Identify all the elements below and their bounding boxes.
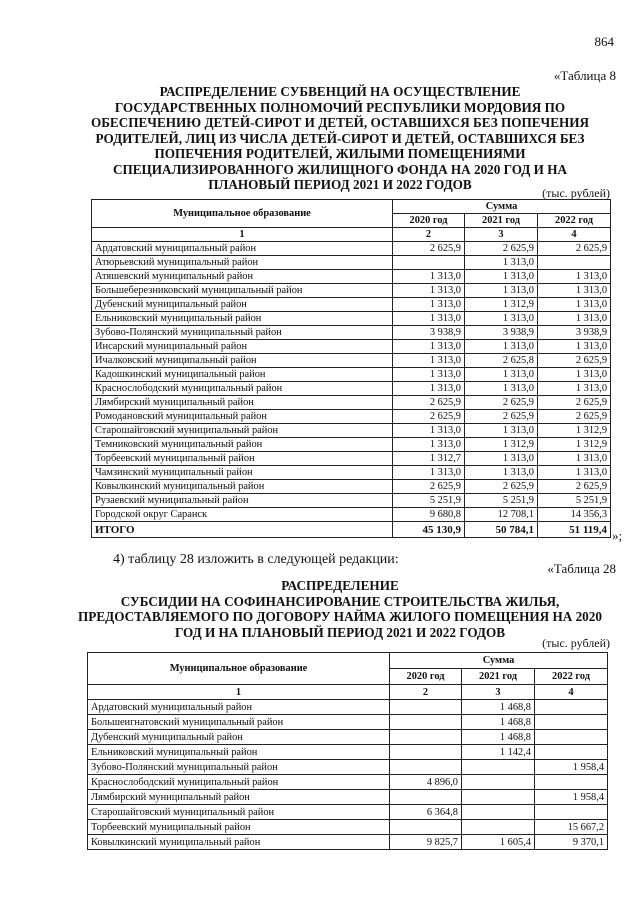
title-line: ПРЕДОСТАВЛЯЕМОГО ПО ДОГОВОРУ НАЙМА ЖИЛОГО ПОМЕЩЕНИЯ НА 2020 <box>78 609 602 624</box>
value-2022-cell: 2 625,9 <box>538 396 611 410</box>
municipality-cell: Инсарский муниципальный район <box>92 340 393 354</box>
value-2020-cell: 1 312,7 <box>393 452 465 466</box>
value-2021-cell: 1 313,0 <box>465 284 538 298</box>
table-row <box>88 730 608 745</box>
total-2021: 50 784,1 <box>465 522 538 538</box>
value-2022-cell <box>535 775 608 790</box>
municipality-cell: Зубово-Полянский муниципальный район <box>88 760 390 775</box>
value-2020-cell <box>393 256 465 270</box>
municipality-cell: Ковылкинский муниципальный район <box>92 480 393 494</box>
header-2021: 2021 год <box>465 214 538 228</box>
value-2022-cell: 1 313,0 <box>538 452 611 466</box>
municipality-cell: Дубенский муниципальный район <box>88 730 390 745</box>
table-row <box>88 700 608 715</box>
value-2021-cell: 2 625,9 <box>465 242 538 256</box>
column-index: 3 <box>465 228 538 242</box>
total-2022: 51 119,4 <box>538 522 611 538</box>
value-2022-cell: 1 313,0 <box>538 298 611 312</box>
municipality-cell: Большеберезниковский муниципальный район <box>92 284 393 298</box>
municipality-cell: Кадошкинский муниципальный район <box>92 368 393 382</box>
municipality-cell: Ельниковский муниципальный район <box>92 312 393 326</box>
table-row <box>92 466 611 480</box>
value-2021-cell: 1 313,0 <box>465 452 538 466</box>
value-2022-cell: 2 625,9 <box>538 354 611 368</box>
closing-quote: »; <box>612 528 623 543</box>
value-2020-cell: 1 313,0 <box>393 368 465 382</box>
header-municipality: Муниципальное образование <box>92 200 393 228</box>
title-line: ГОД И НА ПЛАНОВЫЙ ПЕРИОД 2021 И 2022 ГОДОВ <box>174 624 506 640</box>
table-row <box>88 745 608 760</box>
municipality-cell: Атяшевский муниципальный район <box>92 270 393 284</box>
value-2020-cell: 2 625,9 <box>393 480 465 494</box>
page-number: 864 <box>594 34 614 49</box>
column-index: 2 <box>393 228 465 242</box>
total-label: ИТОГО <box>92 522 393 538</box>
column-index-row <box>88 685 608 700</box>
municipality-cell: Торбеевский муниципальный район <box>92 452 393 466</box>
value-2020-cell: 1 313,0 <box>393 354 465 368</box>
table-row <box>88 790 608 805</box>
value-2020-cell: 4 896,0 <box>390 775 462 790</box>
header-2020: 2020 год <box>390 669 462 685</box>
municipality-cell: Краснослободский муниципальный район <box>88 775 390 790</box>
table-row <box>92 410 611 424</box>
column-index: 4 <box>535 685 608 700</box>
value-2022-cell: 2 625,9 <box>538 410 611 424</box>
value-2021-cell: 1 313,0 <box>465 466 538 480</box>
header-municipality: Муниципальное образование <box>88 653 390 685</box>
value-2021-cell: 1 468,8 <box>462 715 535 730</box>
value-2021-cell: 1 313,0 <box>465 424 538 438</box>
value-2022-cell: 9 370,1 <box>535 835 608 850</box>
value-2021-cell: 3 938,9 <box>465 326 538 340</box>
municipality-cell: Дубенский муниципальный район <box>92 298 393 312</box>
value-2020-cell <box>390 730 462 745</box>
value-2020-cell <box>390 790 462 805</box>
table-row <box>92 326 611 340</box>
table-row <box>92 340 611 354</box>
header-2021: 2021 год <box>462 669 535 685</box>
table-row <box>92 270 611 284</box>
municipality-cell: Большеигнатовский муниципальный район <box>88 715 390 730</box>
table-8-title <box>60 84 620 193</box>
value-2022-cell <box>535 730 608 745</box>
column-index: 1 <box>92 228 393 242</box>
value-2020-cell: 9 680,8 <box>393 508 465 522</box>
value-2022-cell: 3 938,9 <box>538 326 611 340</box>
table-row <box>92 480 611 494</box>
value-2022-cell: 1 958,4 <box>535 790 608 805</box>
municipality-cell: Городской округ Саранск <box>92 508 393 522</box>
table-28-units: (тыс. рублей) <box>542 636 610 650</box>
municipality-cell: Краснослободский муниципальный район <box>92 382 393 396</box>
municipality-cell: Торбеевский муниципальный район <box>88 820 390 835</box>
value-2021-cell: 2 625,9 <box>465 480 538 494</box>
value-2020-cell: 2 625,9 <box>393 242 465 256</box>
value-2021-cell <box>462 775 535 790</box>
municipality-cell: Рузаевский муниципальный район <box>92 494 393 508</box>
value-2020-cell: 1 313,0 <box>393 466 465 480</box>
value-2021-cell: 1 313,0 <box>465 382 538 396</box>
table-row <box>92 256 611 270</box>
table-8 <box>91 199 611 538</box>
value-2020-cell: 1 313,0 <box>393 382 465 396</box>
value-2020-cell: 1 313,0 <box>393 298 465 312</box>
header-sum: Сумма <box>393 200 611 214</box>
value-2021-cell: 2 625,9 <box>465 396 538 410</box>
value-2022-cell <box>535 805 608 820</box>
column-index-row <box>92 228 611 242</box>
municipality-cell: Зубово-Полянский муниципальный район <box>92 326 393 340</box>
municipality-cell: Ардатовский муниципальный район <box>88 700 390 715</box>
title-line: СУБСИДИИ НА СОФИНАНСИРОВАНИЕ СТРОИТЕЛЬСТВА ЖИЛЬЯ, <box>120 593 560 609</box>
municipality-cell: Ардатовский муниципальный район <box>92 242 393 256</box>
value-2021-cell: 1 313,0 <box>465 270 538 284</box>
table-row <box>92 242 611 256</box>
value-2022-cell: 2 625,9 <box>538 242 611 256</box>
title-line: ПОПЕЧЕНИЯ РОДИТЕЛЕЙ, ЖИЛЫМИ ПОМЕЩЕНИЯМИ <box>154 146 526 161</box>
header-sum: Сумма <box>390 653 608 669</box>
value-2021-cell: 2 625,9 <box>465 410 538 424</box>
value-2021-cell: 1 142,4 <box>462 745 535 760</box>
value-2022-cell: 1 958,4 <box>535 760 608 775</box>
table-row <box>88 805 608 820</box>
value-2022-cell: 1 312,9 <box>538 438 611 452</box>
table-row <box>88 715 608 730</box>
column-index: 4 <box>538 228 611 242</box>
table-28-title <box>60 578 620 640</box>
value-2022-cell: 14 356,3 <box>538 508 611 522</box>
value-2022-cell: 15 667,2 <box>535 820 608 835</box>
table-8-units: (тыс. рублей) <box>542 186 610 200</box>
value-2020-cell: 3 938,9 <box>393 326 465 340</box>
value-2021-cell: 12 708,1 <box>465 508 538 522</box>
value-2022-cell <box>535 715 608 730</box>
value-2022-cell: 1 313,0 <box>538 312 611 326</box>
value-2020-cell: 2 625,9 <box>393 396 465 410</box>
value-2022-cell: 1 313,0 <box>538 284 611 298</box>
value-2022-cell: 2 625,9 <box>538 480 611 494</box>
value-2020-cell: 2 625,9 <box>393 410 465 424</box>
title-line: РАСПРЕДЕЛЕНИЕ СУБВЕНЦИЙ НА ОСУЩЕСТВЛЕНИЕ <box>159 84 521 99</box>
value-2020-cell: 1 313,0 <box>393 312 465 326</box>
table-row <box>88 760 608 775</box>
value-2021-cell: 1 468,8 <box>462 730 535 745</box>
municipality-cell: Ичалковский муниципальный район <box>92 354 393 368</box>
column-index: 3 <box>462 685 535 700</box>
municipality-cell: Ромодановский муниципальный район <box>92 410 393 424</box>
table-row <box>88 820 608 835</box>
municipality-cell: Атюрьевский муниципальный район <box>92 256 393 270</box>
value-2022-cell: 1 313,0 <box>538 466 611 480</box>
municipality-cell: Лямбирский муниципальный район <box>88 790 390 805</box>
column-index: 2 <box>390 685 462 700</box>
table-row <box>92 494 611 508</box>
table-row <box>92 452 611 466</box>
value-2020-cell: 5 251,9 <box>393 494 465 508</box>
title-line: РОДИТЕЛЕЙ, ЛИЦ ИЗ ЧИСЛА ДЕТЕЙ-СИРОТ И ДЕТЕЙ, ОСТАВШИХСЯ БЕЗ <box>95 130 585 146</box>
table-row <box>92 382 611 396</box>
table-row <box>92 354 611 368</box>
value-2021-cell <box>462 760 535 775</box>
municipality-cell: Старошайговский муниципальный район <box>88 805 390 820</box>
title-line: ОБЕСПЕЧЕНИЮ ДЕТЕЙ-СИРОТ И ДЕТЕЙ, ОСТАВШИХСЯ БЕЗ ПОПЕЧЕНИЯ <box>90 115 590 130</box>
value-2020-cell: 1 313,0 <box>393 424 465 438</box>
table-28 <box>87 652 608 850</box>
table-row <box>92 438 611 452</box>
column-index: 1 <box>88 685 390 700</box>
value-2020-cell: 9 825,7 <box>390 835 462 850</box>
table-row <box>92 298 611 312</box>
table-8-label: «Таблица 8 <box>553 68 616 83</box>
value-2022-cell: 1 313,0 <box>538 270 611 284</box>
table-row <box>92 396 611 410</box>
title-line: ГОСУДАРСТВЕННЫХ ПОЛНОМОЧИЙ РЕСПУБЛИКИ МОРДОВИЯ ПО <box>114 99 566 115</box>
municipality-cell: Темниковский муниципальный район <box>92 438 393 452</box>
value-2020-cell <box>390 820 462 835</box>
value-2022-cell: 5 251,9 <box>538 494 611 508</box>
value-2020-cell: 1 313,0 <box>393 340 465 354</box>
value-2020-cell <box>390 760 462 775</box>
value-2022-cell <box>535 700 608 715</box>
table-row <box>92 508 611 522</box>
municipality-cell: Ельниковский муниципальный район <box>88 745 390 760</box>
table-row <box>92 312 611 326</box>
municipality-cell: Ковылкинский муниципальный район <box>88 835 390 850</box>
value-2021-cell: 2 625,8 <box>465 354 538 368</box>
amendment-text: 4) таблицу 28 изложить в следующей редакции: <box>113 552 399 567</box>
value-2021-cell <box>462 790 535 805</box>
value-2022-cell: 1 312,9 <box>538 424 611 438</box>
value-2021-cell: 1 312,9 <box>465 438 538 452</box>
header-2022: 2022 год <box>535 669 608 685</box>
value-2021-cell: 5 251,9 <box>465 494 538 508</box>
value-2021-cell: 1 313,0 <box>465 368 538 382</box>
header-2020: 2020 год <box>393 214 465 228</box>
value-2021-cell <box>462 820 535 835</box>
value-2021-cell: 1 313,0 <box>465 312 538 326</box>
total-row <box>92 522 611 538</box>
value-2020-cell: 1 313,0 <box>393 438 465 452</box>
value-2021-cell: 1 312,9 <box>465 298 538 312</box>
value-2021-cell: 1 313,0 <box>465 340 538 354</box>
municipality-cell: Чамзинский муниципальный район <box>92 466 393 480</box>
table-28-label: «Таблица 28 <box>547 561 616 576</box>
value-2022-cell: 1 313,0 <box>538 368 611 382</box>
value-2022-cell <box>535 745 608 760</box>
table-row <box>92 284 611 298</box>
municipality-cell: Лямбирский муниципальный район <box>92 396 393 410</box>
table-row <box>88 835 608 850</box>
header-2022: 2022 год <box>538 214 611 228</box>
value-2022-cell <box>538 256 611 270</box>
value-2022-cell: 1 313,0 <box>538 340 611 354</box>
value-2022-cell: 1 313,0 <box>538 382 611 396</box>
table-row <box>88 775 608 790</box>
value-2020-cell <box>390 700 462 715</box>
value-2020-cell <box>390 715 462 730</box>
value-2021-cell <box>462 805 535 820</box>
table-row <box>92 368 611 382</box>
title-line: РАСПРЕДЕЛЕНИЕ <box>281 578 399 593</box>
table-row <box>92 424 611 438</box>
value-2020-cell: 6 364,8 <box>390 805 462 820</box>
value-2020-cell <box>390 745 462 760</box>
municipality-cell: Старошайговский муниципальный район <box>92 424 393 438</box>
value-2020-cell: 1 313,0 <box>393 284 465 298</box>
total-2020: 45 130,9 <box>393 522 465 538</box>
value-2021-cell: 1 468,8 <box>462 700 535 715</box>
title-line: СПЕЦИАЛИЗИРОВАННОГО ЖИЛИЩНОГО ФОНДА НА 2020 ГОД И НА <box>112 161 568 177</box>
value-2021-cell: 1 313,0 <box>465 256 538 270</box>
title-line: ПЛАНОВЫЙ ПЕРИОД 2021 И 2022 ГОДОВ <box>208 177 472 192</box>
value-2021-cell: 1 605,4 <box>462 835 535 850</box>
value-2020-cell: 1 313,0 <box>393 270 465 284</box>
